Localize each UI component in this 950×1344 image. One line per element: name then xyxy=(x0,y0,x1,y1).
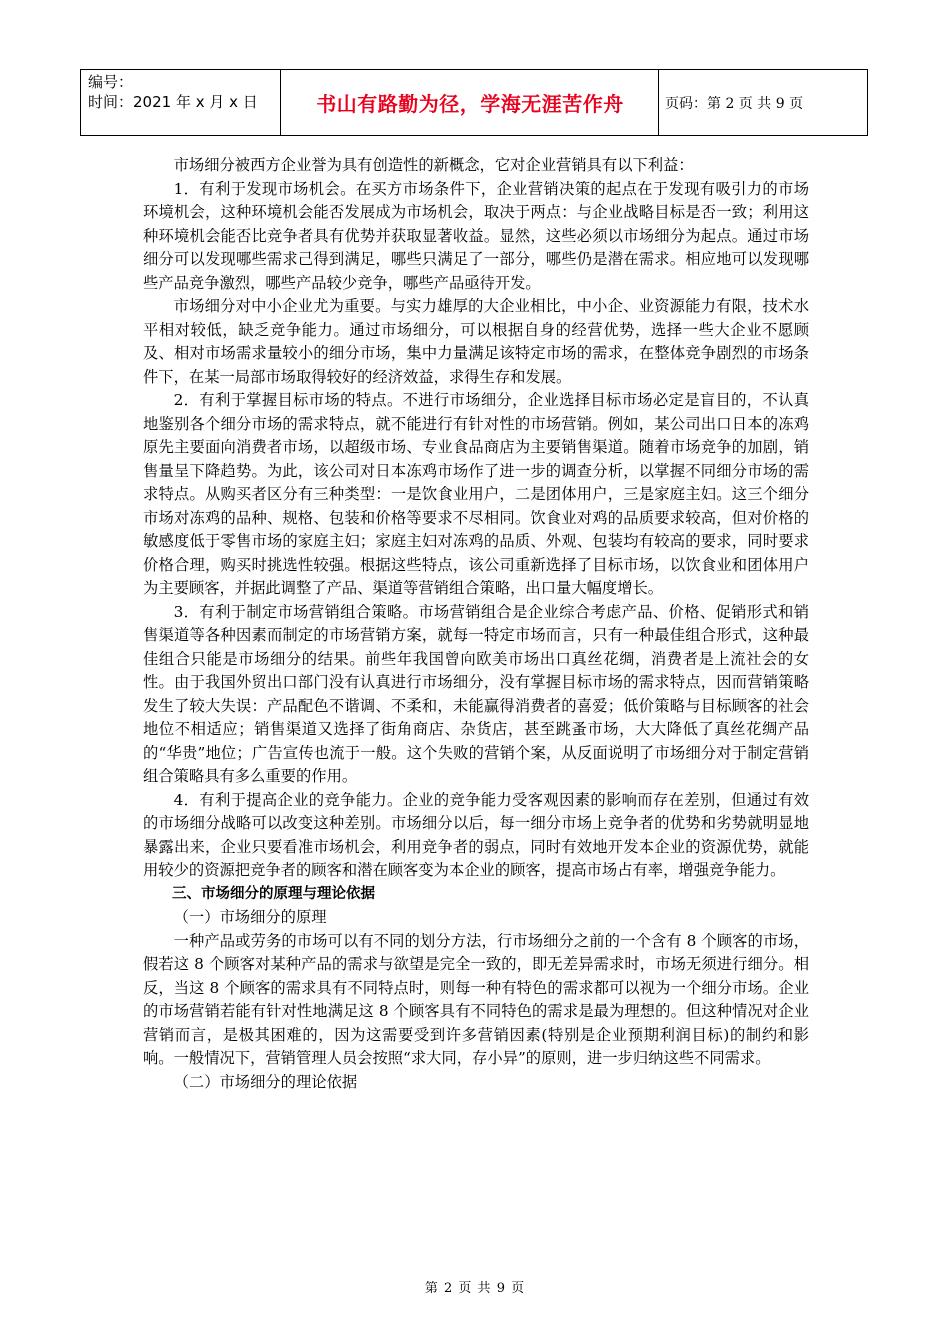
header-divider-1 xyxy=(280,69,281,136)
section-heading: 三、市场细分的原理与理论依据 xyxy=(172,885,375,902)
header-meta xyxy=(88,72,258,112)
document-date: 时间：2021 年 x 月 x 日 xyxy=(88,93,258,111)
document-body xyxy=(143,154,809,1094)
header-left-border xyxy=(80,69,81,136)
document-number: 编号： xyxy=(88,73,134,91)
subsection-heading: （一）市场细分的原理 xyxy=(173,908,327,926)
page-footer: 第 2 页 共 9 页 xyxy=(424,1281,526,1296)
paragraph: 市场细分被西方企业誉为具有创造性的新概念，它对企业营销具有以下利益： xyxy=(173,156,694,174)
page-header xyxy=(80,69,868,136)
subsection-heading: （二）市场细分的理论依据 xyxy=(173,1072,358,1091)
header-page-number: 页码：第 2 页 共 9 页 xyxy=(665,95,804,112)
header-divider-2 xyxy=(658,69,659,136)
paragraph: 3．有利于制定市场营销组合策略。市场营销组合是企业综合考虑产品、价格、促销形式和销售渠道等各种因素而制定的市场营销方案，就每一特定市场而言，只有一种最佳组合形式，这种最佳组合只能是市场细分的结果。前些年我国曾向欧美市场出口真丝花绸，消费者是上流社会的女性。由于我国外贸出口部门没有认真进行市场细分，没有掌握目标市场的需求特点，因而营销策略发生了较大失误：产品配色不谐调、不柔和，未能赢得消费者的喜爱；低价策略与目标顾客的社会地位不相适应；销售渠道又选择了街角商店、杂货店，甚至跳蚤市场，大大降低了真丝花绸产品的“华贵”地位；广告宣传也流于一般。这个失败的营销个案，从反面说明了市场细分对于制定营销组合策略具有多么重要的作用。 xyxy=(143,602,809,785)
paragraph: 市场细分对中小企业尤为重要。与实力雄厚的大企业相比，中小企、业资源能力有限，技术水平相对较低，缺乏竞争能力。通过市场细分，可以根据自身的经营优势，选择一些大企业不愿顾及、相对市场需求量较小的细分市场，集中力量满足该特定市场的需求，在整体竞争剧烈的市场条件下，在某一局部市场取得较好的经济效益，求得生存和发展。 xyxy=(143,297,809,386)
paragraph: 一种产品或劳务的市场可以有不同的划分方法，行市场细分之前的一个含有 8 个顾客的市场，假若这 8 个顾客对某种产品的需求与欲望是完全一致的，即无差异需求时，市场无须进行细分。相反，当这 8 个顾客的需求具有不同特点时，则每一种有特色的需求都可以视为一个细分市场。企业的市场营销若能有针对性地满足这 8 个顾客具有不同特色的需求是最为理想的。但这种情况对企业营销而言，是极其困难的，因为这需要受到许多营销因素(特别是企业预期利润目标)的制约和影响。一般情况下，营销管理人员会按照“求大同，存小异”的原则，进一步归纳这些不同需求。 xyxy=(143,931,809,1067)
paragraph: 4．有利于提高企业的竞争能力。企业的竞争能力受客观因素的影响而存在差别，但通过有效的市场细分战略可以改变这种差别。市场细分以后，每一细分市场上竞争者的优势和劣势就明显地暴露出来，企业只要看准市场机会，利用竞争者的弱点，同时有效地开发本企业的资源优势，就能用较少的资源把竞争者的顾客和潜在顾客变为本企业的顾客，提高市场占有率，增强竞争能力。 xyxy=(143,790,809,879)
header-right-border xyxy=(867,69,868,136)
header-motto: 书山有路勤为径，学海无涯苦作舟 xyxy=(316,92,624,116)
paragraph: 1．有利于发现市场机会。在买方市场条件下，企业营销决策的起点在于发现有吸引力的市场环境机会，这种环境机会能否发展成为市场机会，取决于两点：与企业战略目标是否一致；利用这种环境机会能否比竞争者具有优势并获取显著收益。显然，这些必须以市场细分为起点。通过市场细分可以发现哪些需求己得到满足，哪些只满足了一部分，哪些仍是潜在需求。相应地可以发现哪些产品竞争激烈，哪些产品较少竞争，哪些产品亟待开发。 xyxy=(143,179,809,292)
paragraph: 2．有利于掌握目标市场的特点。不进行市场细分，企业选择目标市场必定是盲目的，不认真地鉴别各个细分市场的需求特点，就不能进行有针对性的市场营销。例如，某公司出口日本的冻鸡原先主要面向消费者市场，以超级市场、专业食品商店为主要销售渠道。随着市场竞争的加剧，销售量呈下降趋势。为此，该公司对日本冻鸡市场作了进一步的调查分析，以掌握不同细分市场的需求特点。从购买者区分有三种类型：一是饮食业用户，二是团体用户，三是家庭主妇。这三个细分市场对冻鸡的品种、规格、包装和价格等要求不尽相同。饮食业对鸡的品质要求较高，但对价格的敏感度低于零售市场的家庭主妇；家庭主妇对冻鸡的品质、外观、包装均有较高的要求，同时要求价格合理，购买时挑选性较强。根据这些特点，该公司重新选择了目标市场，以饮食业和团体用户为主要顾客，并据此调整了产品、渠道等营销组合策略，出口量大幅度增长。 xyxy=(143,391,809,597)
